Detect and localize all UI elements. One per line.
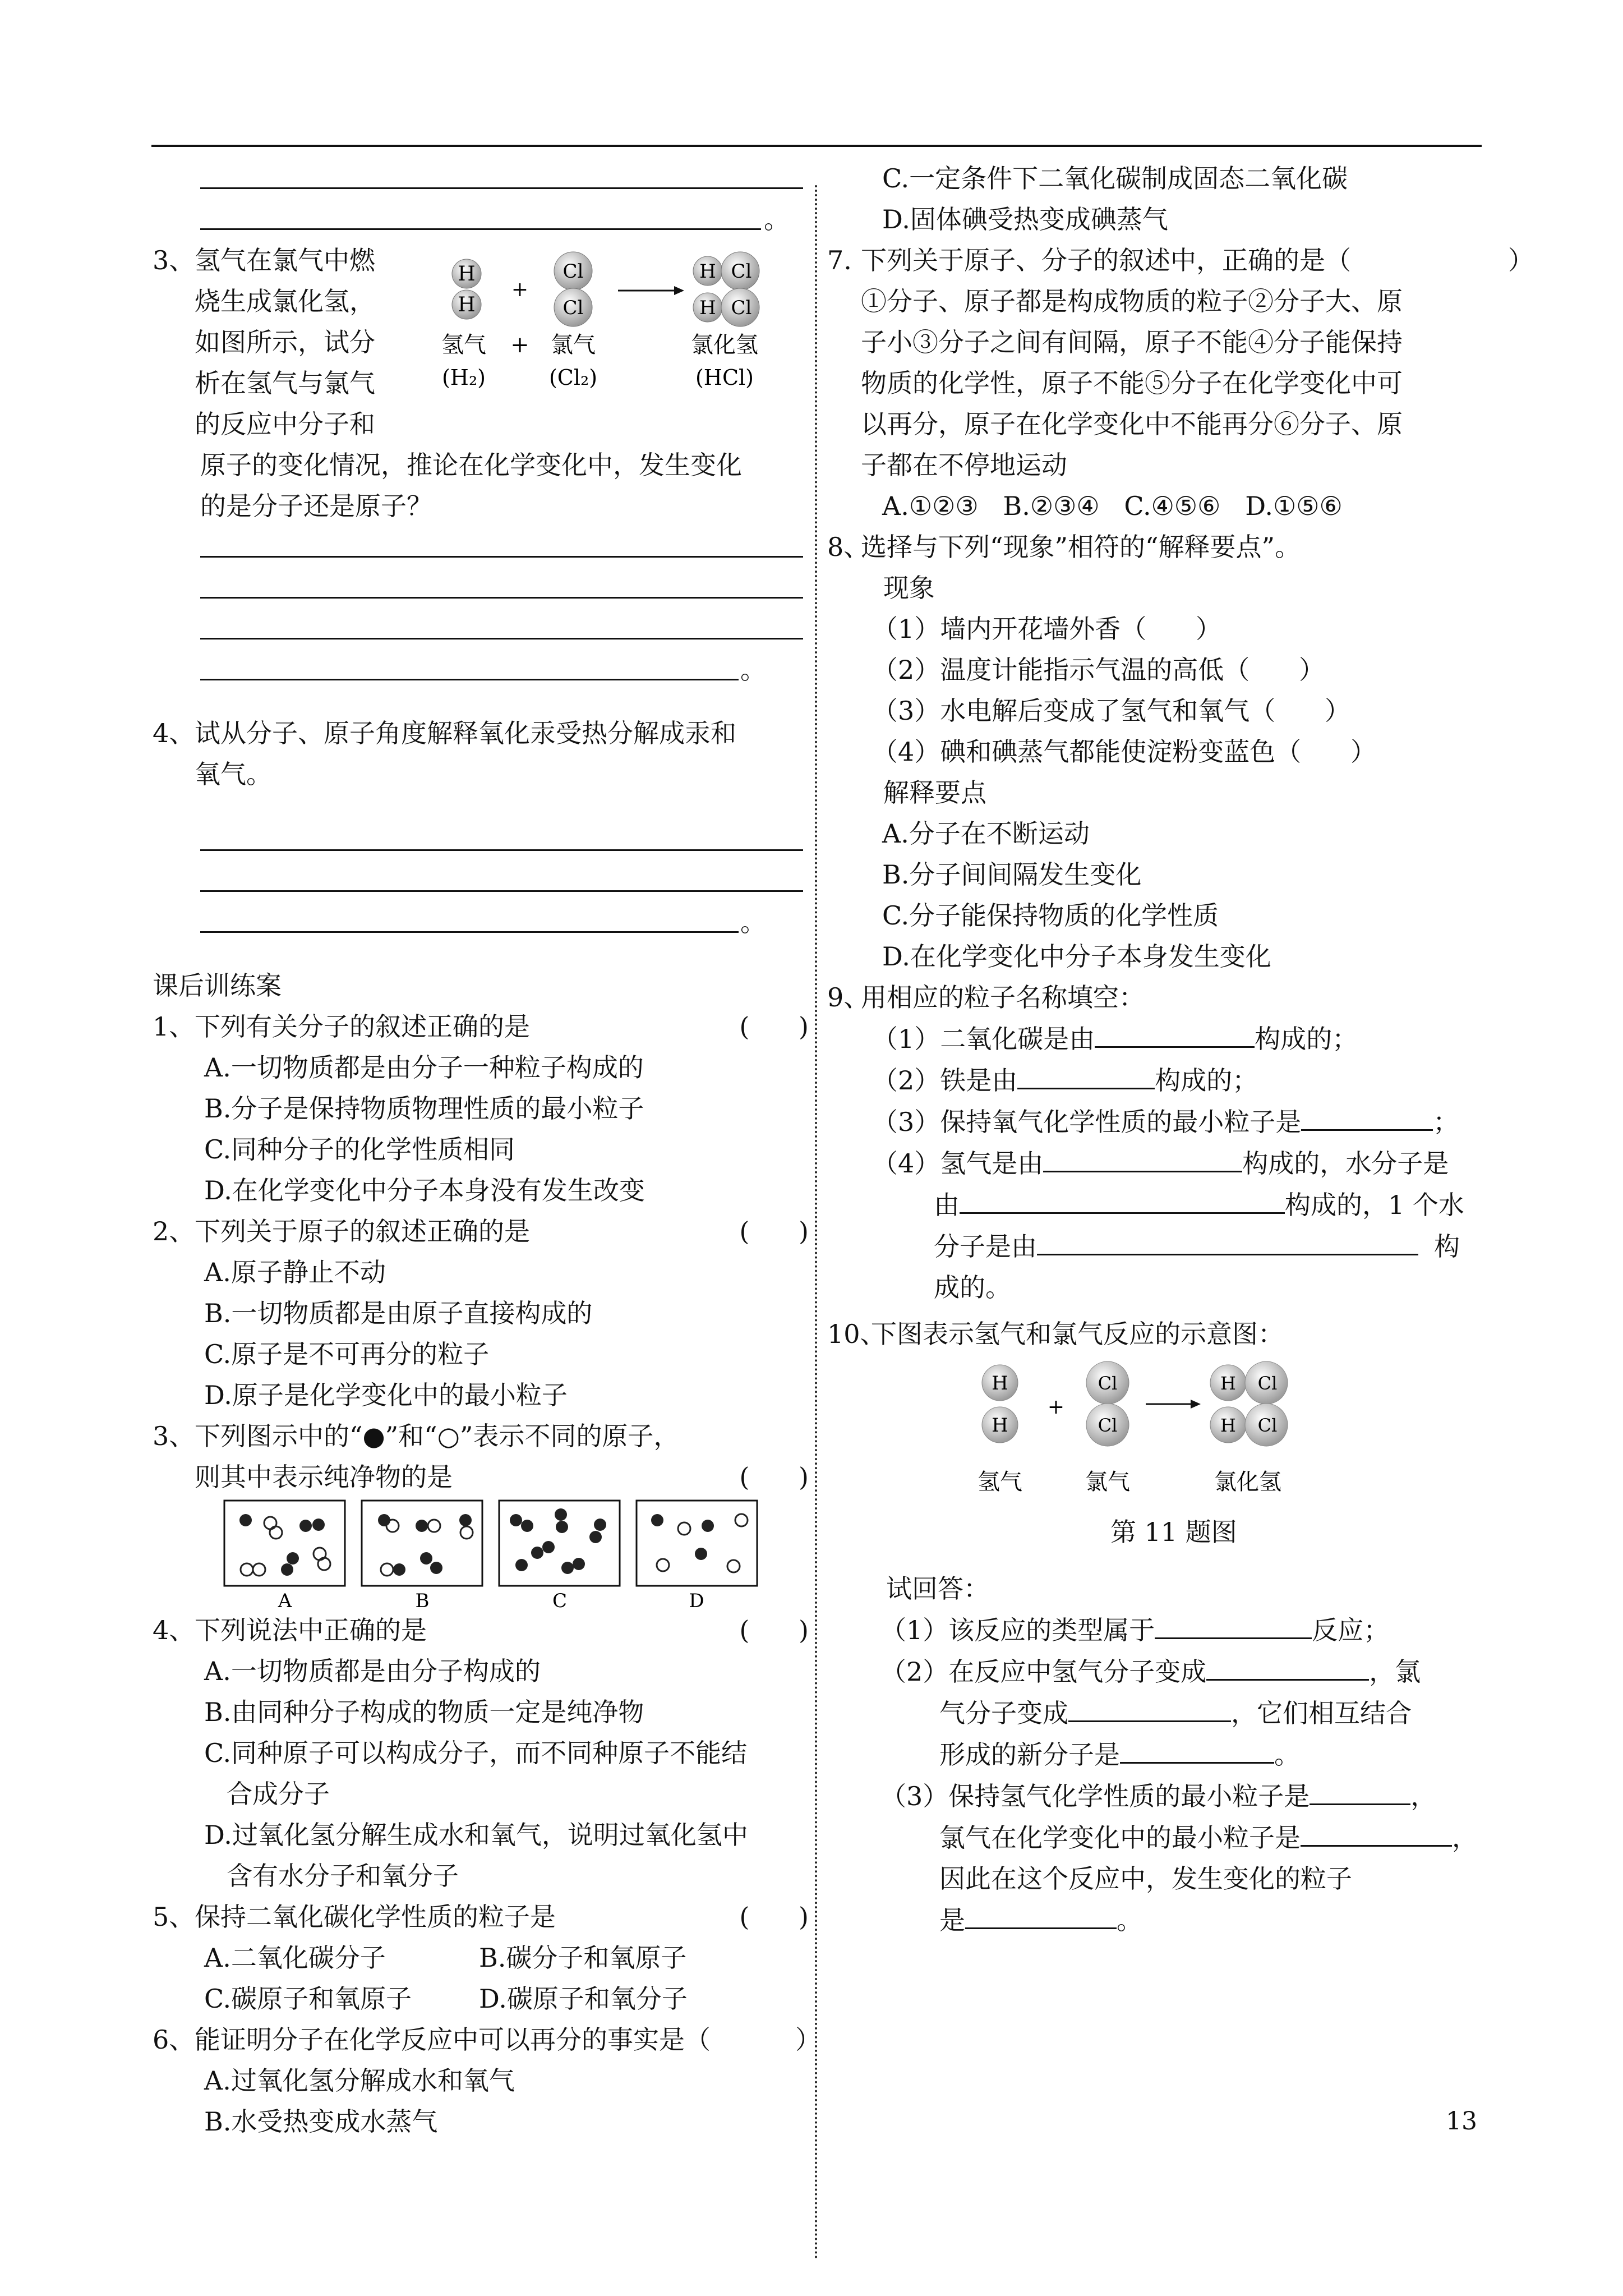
option: C.碳原子和氧原子 (204, 1984, 412, 2014)
exercise-9: 9、 用相应的粒子名称填空： (827, 982, 1145, 1013)
label-d: D (689, 1590, 704, 1610)
label-hydrogen: 氢气 (978, 1469, 1022, 1495)
label-hcl: 氯化氢 (1214, 1469, 1281, 1495)
exercise-10: 10、 下图表示氢气和氯气反应的示意图： (827, 1319, 1284, 1349)
exercise-4: 4、 下列说法中正确的是 ( ) (153, 1615, 809, 1645)
svg-text:Cl: Cl (731, 297, 752, 319)
exercise-8: 8、 选择与下列“现象”相符的“解释要点”。 (827, 532, 1301, 562)
answer-line: 。 (153, 199, 809, 240)
atom-cl: Cl (562, 260, 584, 283)
atom-h: H (458, 293, 476, 316)
section-title: 课后训练案 (153, 970, 282, 1001)
label-a: A (278, 1590, 292, 1610)
label-hcl: 氯化氢 (691, 332, 758, 358)
question-3-continued: 原子的变化情况，推论在化学变化中，发生变化 的是分子还是原子？ (200, 450, 742, 521)
exercise-2: 2、 下列关于原子的叙述正确的是 ( ) (153, 1216, 809, 1246)
exercise-3: 3、 下列图示中的“●”和“○”表示不同的原子， 则其中表示纯净物的是 ( ) (153, 1421, 809, 1492)
svg-text:Cl: Cl (1257, 1415, 1278, 1436)
option: B.碳分子和氧原子 (479, 1943, 687, 1973)
option: B.水受热变成水蒸气 (204, 2106, 438, 2137)
reaction-figure-2 (973, 1360, 1366, 1512)
svg-text:H: H (1220, 1415, 1236, 1436)
exercise-5: 5、 保持二氧化碳化学性质的粒子是 ( ) (153, 1902, 809, 1932)
label-c: C (552, 1590, 568, 1610)
option: B.由同种分子构成的物质一定是纯净物 (204, 1697, 644, 1727)
label-chlorine: 氯气 (551, 332, 596, 358)
svg-text:H: H (699, 260, 716, 283)
svg-text:Cl: Cl (1098, 1415, 1118, 1436)
svg-text:(H₂): (H₂) (441, 365, 486, 390)
answer-line (153, 158, 809, 199)
option: 含有水分子和氧分子 (227, 1861, 459, 1891)
svg-text:H: H (699, 297, 716, 319)
option: D.固体碘受热变成碘蒸气 (882, 204, 1168, 234)
question-3: 3、 氢气在氯气中燃 烧生成氯化氢， 如图所示，试分 析在氢气与氯气 的反应中分子和 H H + Cl Cl H Cl H Cl 氢气 + 氯气 氯化氢 (H₂) (Cl₂) (HCl) (153, 240, 809, 445)
label-hydrogen: 氢气 (441, 332, 486, 358)
option: A.①②③ B.②③④ C.④⑤⑥ D.①⑤⑥ (882, 491, 1343, 521)
right-column: C.一定条件下二氧化碳制成固态二氧化碳 D.固体碘受热变成碘蒸气 7. 下列关于原子、分子的叙述中，正确的是（ ） ①分子、原子都是构成物质的粒子②分子大、原 子小③分子之间有间隔，原子不能④分子能保持 物质的化学性，原子不能⑤分子在化学变化中可 以再分，原子在化学变化中不能再分⑥分子、原 子都在不停地运动 A.①②③ B.②③④ C.④⑤⑥ D.①⑤⑥ 8、 选择与下列“现象”相符的“解释要点”。 现象 （1）墙内开花墙外香（ ） （2）温度计能指示气温的高低（ ） （3）水电解后变成了氢气和氧气（ ） （4）碘和碘蒸气都能使淀粉变蓝色（ ） 解释要点 A.分子在不断运动 B.分子间间隔发生变化 C.分子能保持物质的化学性质 D.在化学变化中分子本身发生变化 9、 用相应的粒子名称填空： （1）二氧化碳是由 构成的； （2）铁是由 构成的； （3）保持氧气化学性质的最小粒子是 ； （4）氢气是由 构成的，水分子是 由 构成的，1 个水 分子是由 构 成的。 10、 下图表示氢气和氯气反应的示意图： H H + Cl Cl H Cl H Cl 氢气 氯气 氯化氢 第 11 题图 试回答： （1）该反应的类型属于 反应； （2）在反应中氢气分子变成 ，氯 气分子变成 ，它们相互结合 形成的新分子是 。 （3）保持氢气化学性质的最小粒子是 ， 氯气在化学变化中的最小粒子是 ， 因此在这个反应中，发生变化的粒子 是 。 (827, 158, 1534, 1941)
svg-text:+: + (1047, 1396, 1065, 1419)
atom-cl: Cl (562, 297, 584, 319)
option: A.二氧化碳分子 (204, 1943, 386, 1973)
label-b: B (415, 1590, 430, 1610)
option: A.一切物质都是由分子构成的 (204, 1656, 541, 1686)
svg-text:H: H (992, 1372, 1008, 1395)
svg-text:H: H (992, 1414, 1008, 1437)
option: C.同种原子可以构成分子，而不同种原子不能结 (204, 1738, 748, 1768)
box-c (499, 1501, 620, 1586)
box-a (224, 1501, 345, 1586)
option: D.在化学变化中分子本身没有发生改变 (204, 1175, 645, 1205)
header-rule (151, 145, 1482, 147)
svg-text:Cl: Cl (1098, 1373, 1118, 1394)
exercise-1: 1、 下列有关分子的叙述正确的是 ( ) (153, 1011, 809, 1042)
atom-h: H (458, 263, 476, 286)
svg-text:+: + (511, 278, 529, 301)
option: B.一切物质都是由原子直接构成的 (204, 1298, 593, 1328)
svg-text:(Cl₂): (Cl₂) (548, 365, 598, 390)
option: D.碳原子和氧分子 (479, 1984, 688, 2014)
option: A.过氧化氢分解成水和氧气 (204, 2065, 515, 2096)
question-3-text: 氢气在氯气中燃 烧生成氯化氢， 如图所示，试分 析在氢气与氯气 的反应中分子和 (195, 245, 375, 439)
svg-text:H: H (1220, 1373, 1236, 1394)
option: D.原子是化学变化中的最小粒子 (204, 1380, 568, 1410)
page-number: 13 (1446, 2107, 1477, 2136)
box-b (362, 1501, 482, 1586)
left-column: 。 3、 氢气在氯气中燃 烧生成氯化氢， 如图所示，试分 析在氢气与氯气 的反应中分子和 H H + Cl Cl H Cl H Cl 氢气 + 氯气 氯化氢 (H₂) (Cl₂) (HCl) 原子的变化情况，推论在化学变化中，发生变化 的是分子还是原子？ 。 4、 试从分子、原子角度解释氧化汞受热分解成汞和 氧气。 。 课后训练案 1、 下列有关分子的叙述正确的是 ( ) A.一切物质都是由分子一种粒子构成的 B.分子是保持物质物理性质的最小粒子 C.同种分子的化学性质相同 D.在化学变化中分子本身没有发生改变 2、 下列关于原子的叙述正确的是 ( ) A.原子静止不动 B.一切物质都是由原子直接构成的 C.原子是不可再分的粒子 D.原子是化学变化中的最小粒子 3、 下列图示中的“●”和“○”表示不同的原子， 则其中表示纯净物的是 ( ) A B C D 4、 下列说法中正确的是 ( ) A.一切物质都是由分子构成的 B.由同种分子构成的物质一定是纯净物 C.同种原子可以构成分子，而不同种原子不能结 合成分子 D.过氧化氢分解生成水和氧气，说明过氧化氢中 含有水分子和氧分子 5、 保持二氧化碳化学性质的粒子是 ( ) A.二氧化碳分子 B.碳分子和氧原子 C.碳原子和氧原子 D.碳原子和氧分子 6、 能证明分子在化学反应中可以再分的事实是（ ） A.过氧化氢分解成水和氧气 B.水受热变成水蒸气 (153, 158, 809, 2142)
option: 合成分子 (227, 1779, 330, 1809)
column-separator (815, 185, 817, 2261)
label-chlorine: 氯气 (1085, 1469, 1130, 1495)
svg-text:+: + (510, 332, 529, 358)
svg-text:(HCl): (HCl) (695, 365, 754, 390)
option: B.分子是保持物质物理性质的最小粒子 (204, 1093, 644, 1124)
exercise-7-statements: ①分子、原子都是构成物质的粒子②分子大、原 子小③分子之间有间隔，原子不能④分子能保持 物质的化学性，原子不能⑤分子在化学变化中可 以再分，原子在化学变化中不能再分⑥分子、原 子都在不停地运动 (861, 286, 1403, 480)
figure-caption: 第 11 题图 (1110, 1517, 1237, 1547)
svg-text:Cl: Cl (731, 260, 752, 283)
question-4: 4、 试从分子、原子角度解释氧化汞受热分解成汞和 氧气。 (153, 718, 736, 789)
option: A.一切物质都是由分子一种粒子构成的 (204, 1052, 644, 1083)
option: C.一定条件下二氧化碳制成固态二氧化碳 (882, 163, 1348, 194)
reaction-figure (433, 240, 781, 408)
exercise-6: 6、 能证明分子在化学反应中可以再分的事实是（ ） (153, 2024, 821, 2055)
svg-text:Cl: Cl (1257, 1373, 1278, 1394)
option: D.过氧化氢分解生成水和氧气，说明过氧化氢中 (204, 1820, 748, 1850)
box-d (637, 1501, 757, 1586)
exercise-7: 7. 下列关于原子、分子的叙述中，正确的是（ ） (827, 245, 1534, 275)
option: C.同种分子的化学性质相同 (204, 1134, 515, 1165)
option: A.原子静止不动 (204, 1257, 386, 1287)
option: C.原子是不可再分的粒子 (204, 1339, 490, 1369)
particle-boxes (219, 1498, 780, 1610)
